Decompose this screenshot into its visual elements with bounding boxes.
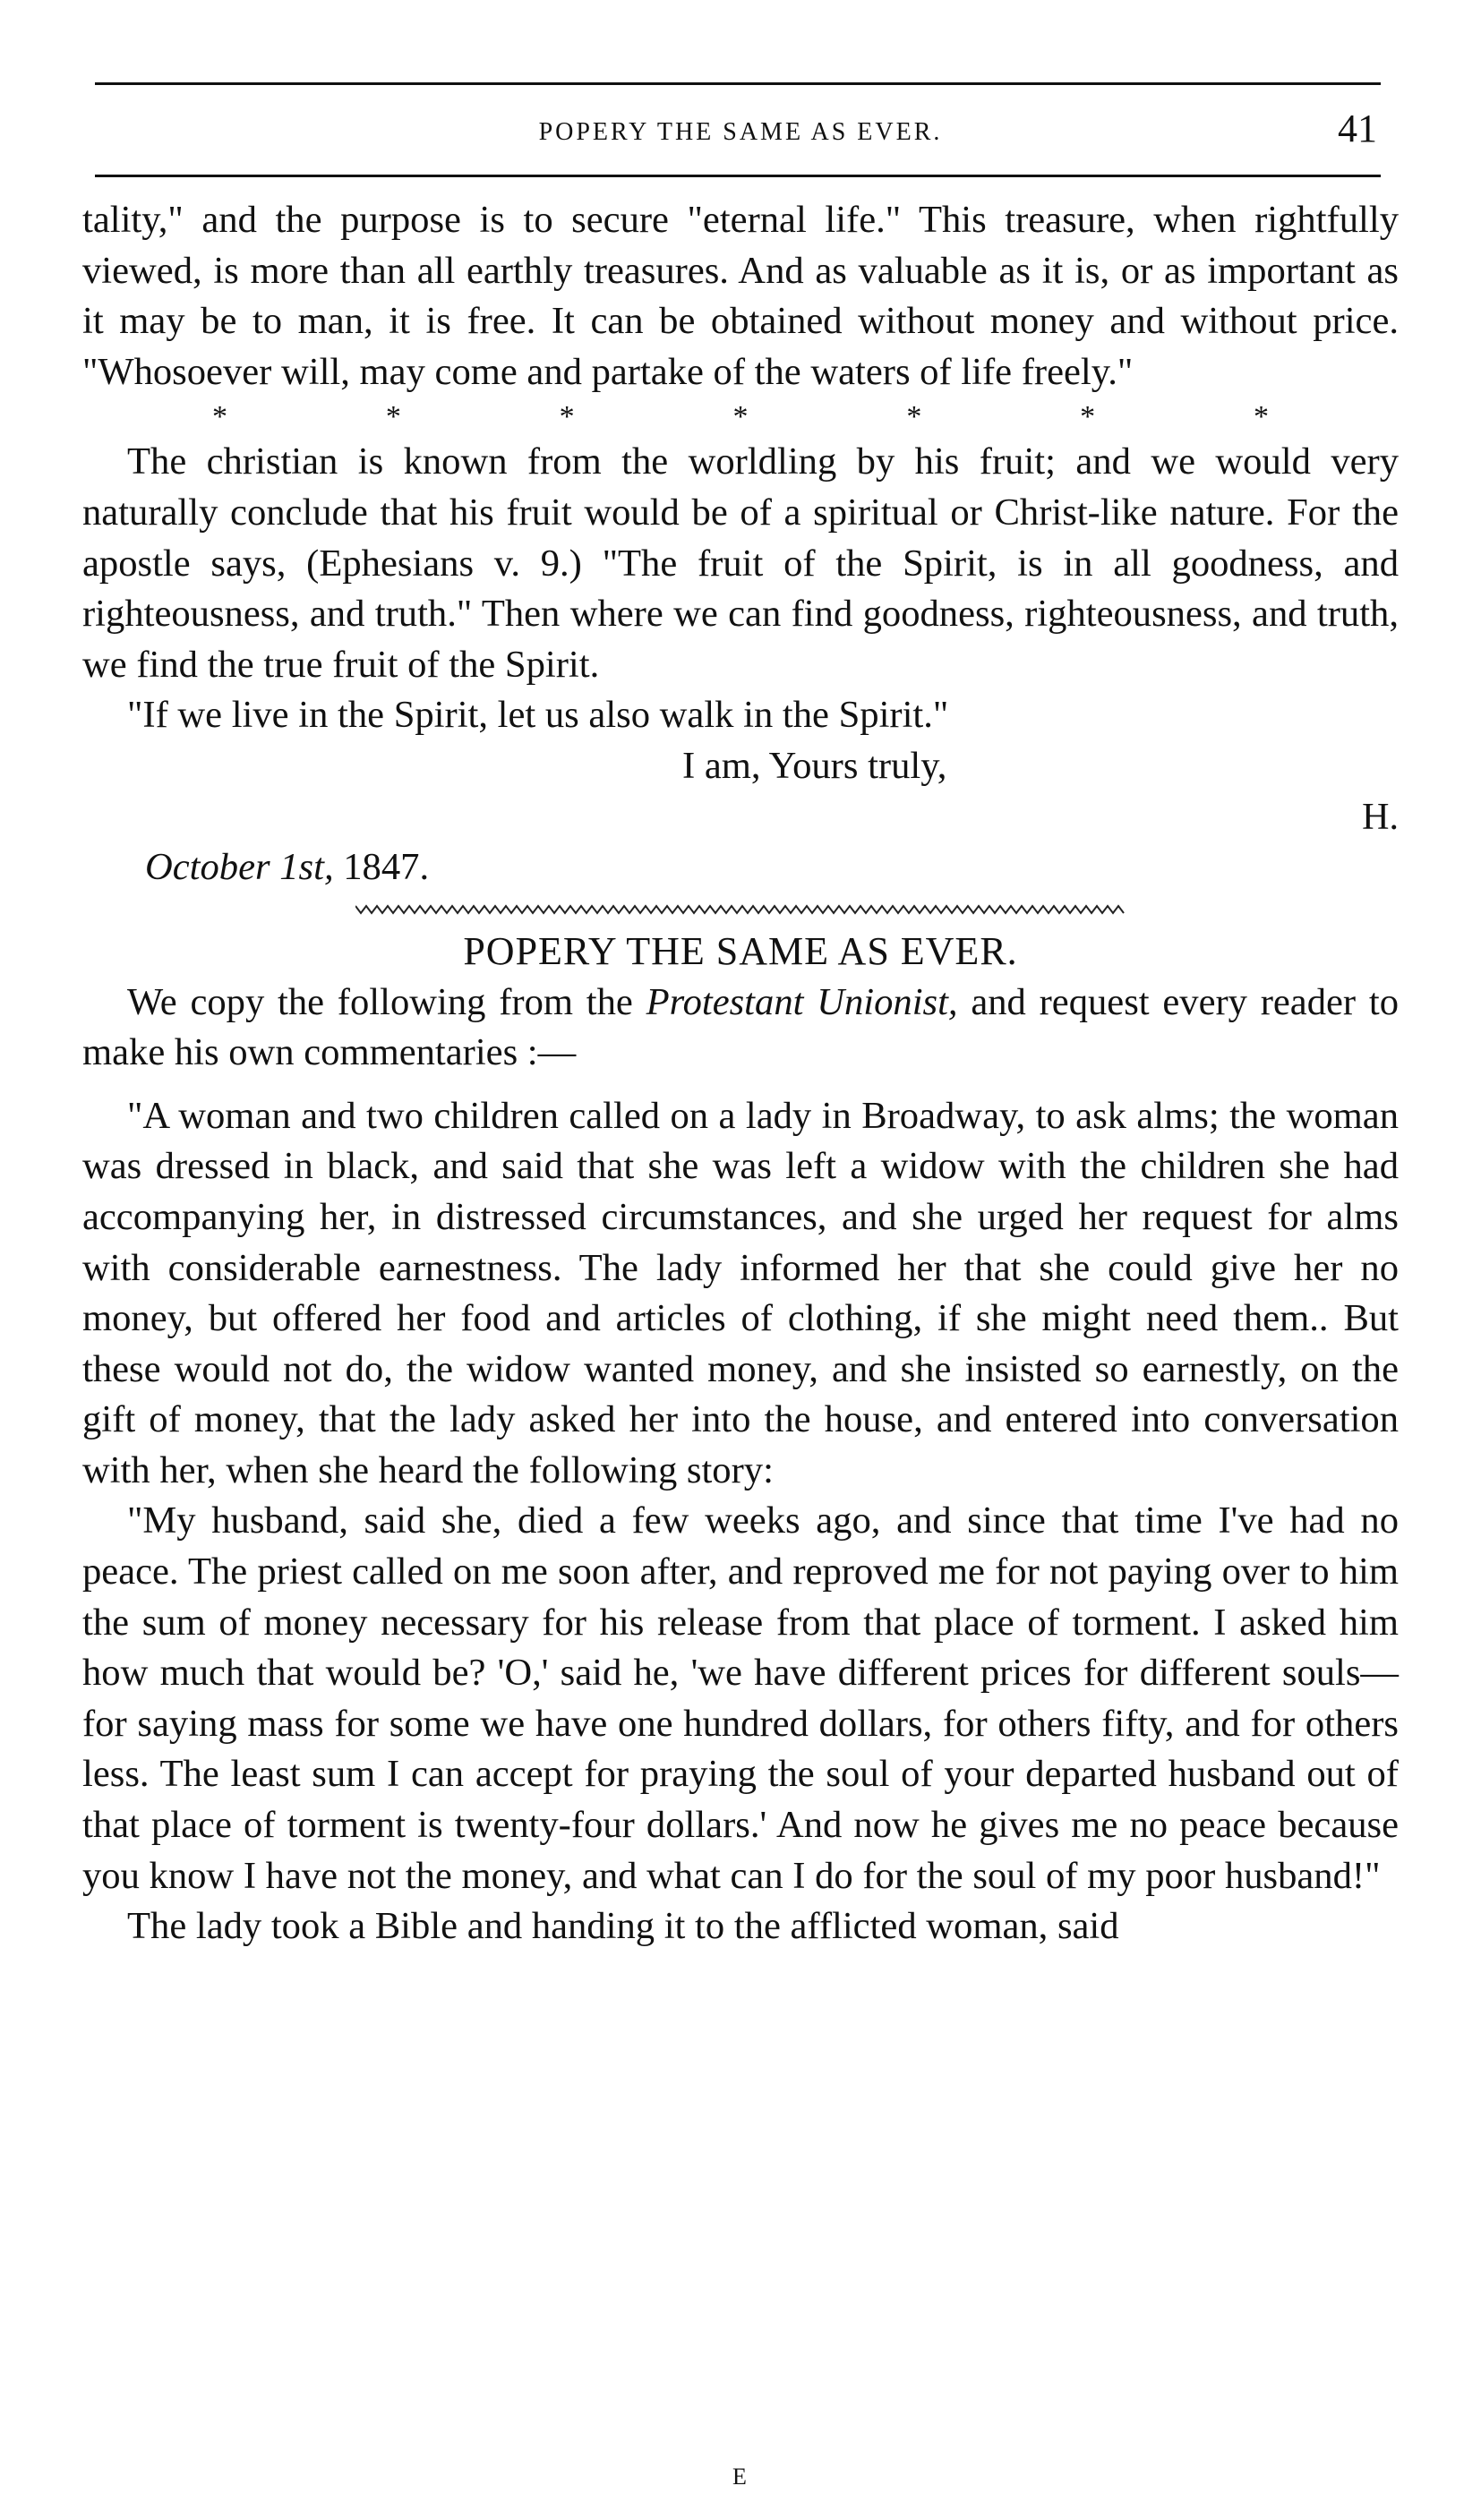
section-break-stars xyxy=(82,397,1399,437)
article-paragraph-2: "My husband, said she, died a few weeks ago, and since that time I've had no peace. The priest called on me soon after, and reproved me for not paying over to him the sum of money necessary for his release from that place of torment. I asked him how much that would be? 'O,' said he, 'we have different prices for different souls—for saying mass for some we have one hundred dollars, for others fifty, and for others less. The least sum I can accept for praying the soul of your departed husband out of that place of torment is twenty-four dollars.' And now he gives me no peace because you know I have not the money, and what can I do for the soul of my poor husband!" xyxy=(82,1499,1399,1897)
intro-text-before: We copy the following from the xyxy=(127,980,646,1023)
article-intro xyxy=(82,978,1399,1079)
running-head xyxy=(82,106,1399,159)
page-number: 41 xyxy=(1338,107,1377,150)
article-paragraph-1: "A woman and two children called on a lady in Broadway, to ask alms; the woman was dressed in black, and said that she was left a widow with the children she had accompanying her, in distressed circumstances, and she urged her request for alms with considerable earnestness. The lady informed her that she could give her no money, but offered her food and articles of clothing, if she might need them.. But these would not do, the widow wanted money, and she insisted so earnestly, on the gift of money, that the lady asked her into the house, and entered into conversation with her, when she heard the following story: xyxy=(82,1094,1399,1491)
signature-initial: H. xyxy=(1362,796,1399,838)
date-month: October xyxy=(145,845,270,888)
star-mark: * xyxy=(385,400,401,434)
signature-row xyxy=(82,792,1399,893)
intro-source: Protestant Unionist, xyxy=(646,980,958,1023)
star-mark: * xyxy=(559,400,575,434)
date-year: 1847. xyxy=(343,845,430,888)
top-rule xyxy=(95,82,1381,85)
letter-paragraph-3: "If we live in the Spirit, let us also walk in the Spirit." xyxy=(127,694,949,737)
letter-paragraph-1: tality," and the purpose is to secure "eternal life." This treasure, when rightfully viewed, is more than all earthly treasures. And as valuable as it is, or as important as it may be to man, it is free. It can be obtained without money and without price. "Whosoever will, may come and partake of the waters of life freely." xyxy=(82,199,1399,393)
star-mark: * xyxy=(1080,400,1096,434)
star-mark: * xyxy=(732,400,749,434)
body-text xyxy=(82,195,1399,1952)
star-mark: * xyxy=(906,400,922,434)
wavy-divider-line xyxy=(355,902,1126,917)
letter-date xyxy=(145,842,429,893)
header-rule xyxy=(95,175,1381,177)
star-mark: * xyxy=(212,400,227,434)
signature-mark: E xyxy=(732,2464,749,2490)
article-paragraph-3: The lady took a Bible and handing it to the afflicted woman, said xyxy=(127,1905,1119,1948)
wavy-divider xyxy=(82,893,1399,926)
letter-paragraph-2: The christian is known from the worldling by his fruit; and we would very naturally conclude that his fruit would be of a spiritual or Christ-like nature. For the apostle says, (Ephesians v. 9.) "The fruit of the Spirit, is in all goodness, and righteousness, and truth." Then where we can find goodness, righteousness, and truth, we find the true fruit of the Spirit. xyxy=(82,440,1399,686)
intro-text-after: and request every reader to make his own commentaries :— xyxy=(82,980,1399,1074)
date-day: 1st, xyxy=(279,845,334,888)
running-title: POPERY THE SAME AS EVER. xyxy=(538,118,943,146)
article-title: POPERY THE SAME AS EVER. xyxy=(463,928,1018,973)
letter-closing: I am, Yours truly, xyxy=(682,744,947,787)
book-page xyxy=(82,0,1399,2520)
paragraph-gap xyxy=(82,1079,1399,1091)
star-mark: * xyxy=(1253,400,1269,434)
